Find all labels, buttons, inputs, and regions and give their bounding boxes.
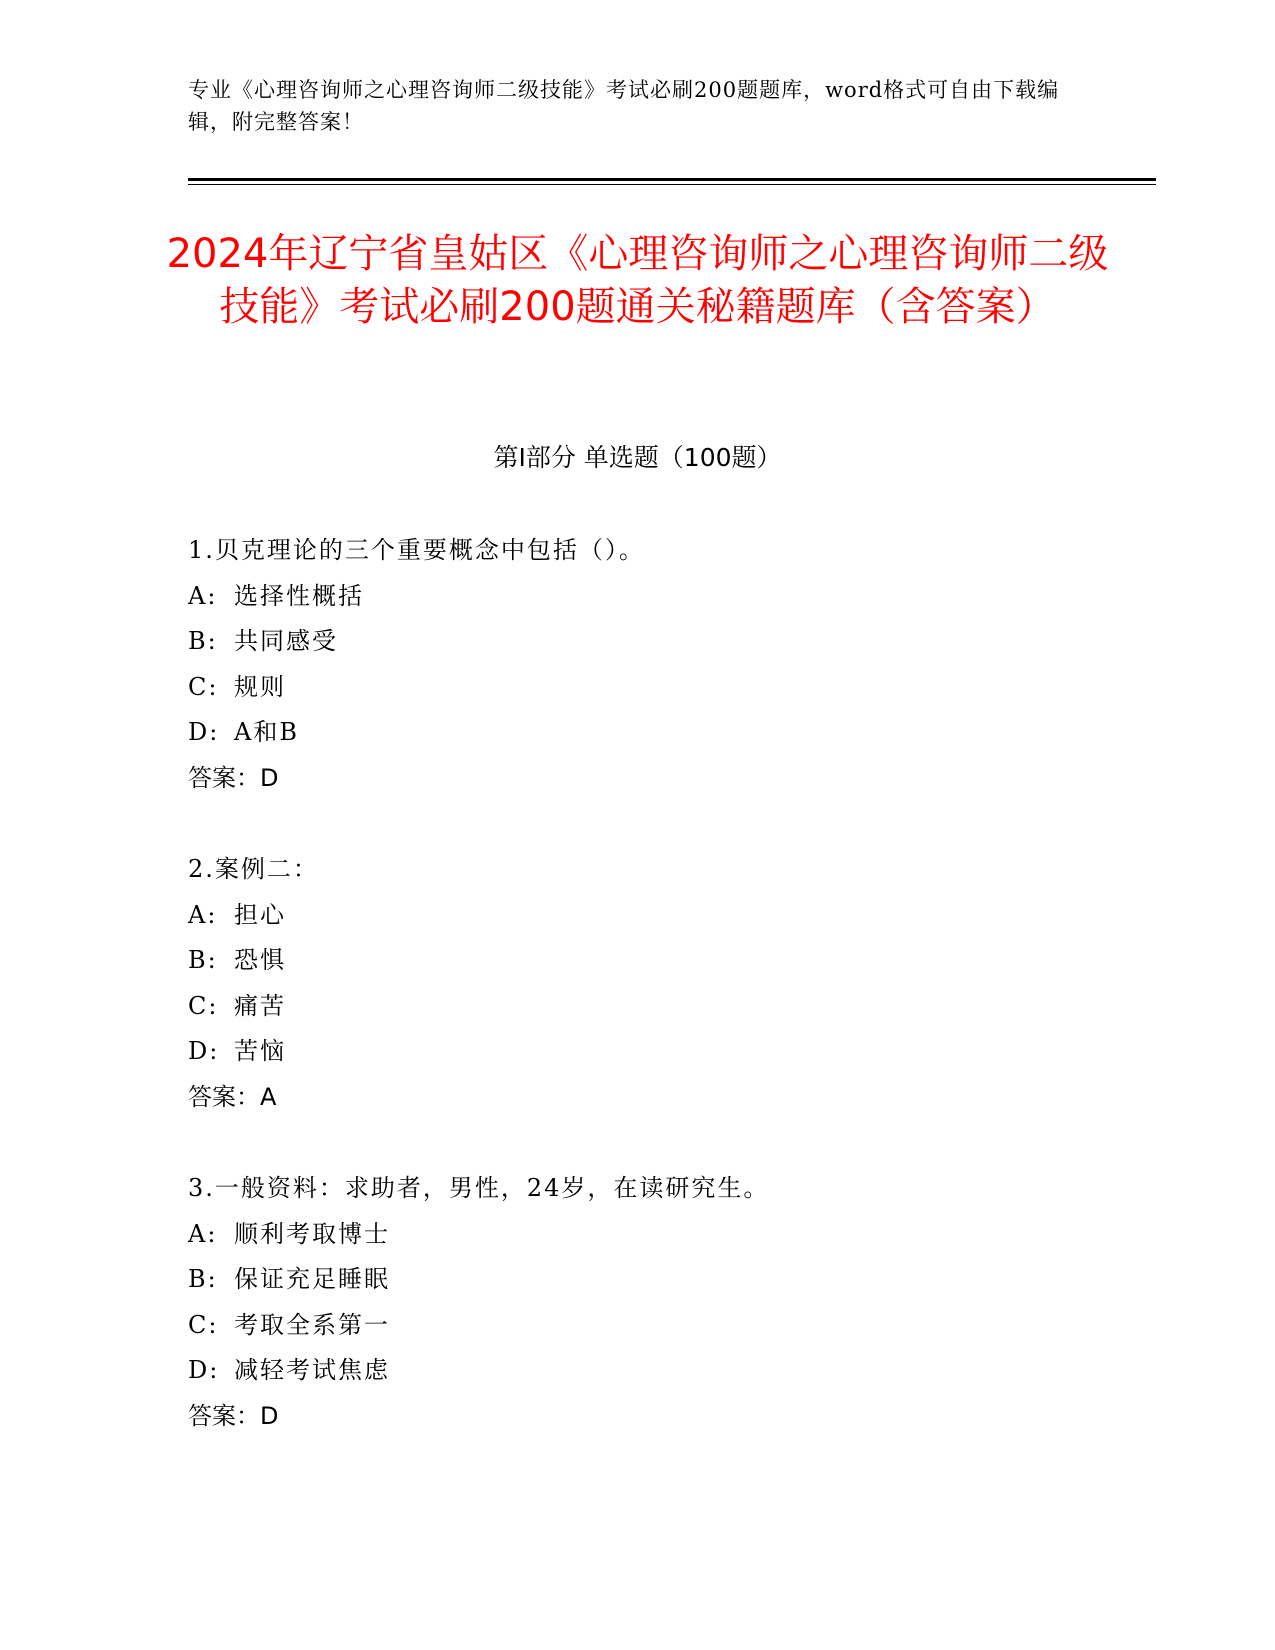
section-heading: 第I部分 单选题（100题） — [493, 443, 782, 472]
option-text: 顺利考取博士 — [234, 1219, 390, 1248]
question-2 — [188, 847, 1148, 1120]
option-b — [188, 619, 1148, 665]
question-3 — [188, 1166, 1148, 1439]
option-text: 保证充足睡眠 — [234, 1265, 390, 1293]
option-key: C: — [188, 1310, 219, 1339]
document-title: 2024年辽宁省皇姑区《心理咨询师之心理咨询师二级技能》考试必刷200题通关秘籍题库（含答案） — [166, 231, 1109, 330]
question-1 — [188, 528, 1148, 801]
option-c — [188, 665, 1148, 711]
option-key: C: — [188, 672, 219, 701]
option-key: B: — [188, 946, 218, 974]
question-stem: 2.案例二： — [188, 855, 319, 883]
option-a — [188, 893, 1148, 939]
answer-line: 答案：D — [188, 1401, 279, 1430]
option-text: 选择性概括 — [234, 581, 364, 610]
question-list — [188, 528, 1148, 1485]
option-a — [188, 574, 1148, 620]
option-text: A和B — [234, 718, 299, 746]
option-c — [188, 1303, 1148, 1349]
option-d — [188, 1348, 1148, 1394]
question-stem: 1.贝克理论的三个重要概念中包括（）。 — [188, 536, 645, 564]
option-text: 规则 — [234, 672, 286, 701]
option-key: A: — [188, 900, 218, 929]
option-text: 恐惧 — [234, 946, 286, 974]
option-key: D: — [188, 1356, 220, 1384]
option-b — [188, 1257, 1148, 1303]
option-text: 共同感受 — [234, 627, 338, 655]
option-key: B: — [188, 1265, 218, 1293]
answer-line: 答案：D — [188, 763, 279, 792]
question-stem: 3.一般资料：求助者，男性，24岁，在读研究生。 — [188, 1174, 770, 1202]
option-key: C: — [188, 991, 219, 1020]
option-d — [188, 710, 1148, 756]
header-rule-thick — [188, 178, 1156, 181]
answer-line: 答案：A — [188, 1082, 277, 1111]
option-d — [188, 1029, 1148, 1075]
option-text: 担心 — [234, 900, 286, 929]
option-c — [188, 984, 1148, 1030]
option-key: D: — [188, 718, 220, 746]
option-key: A: — [188, 1219, 218, 1248]
option-key: A: — [188, 581, 218, 610]
option-key: B: — [188, 627, 218, 655]
option-text: 减轻考试焦虑 — [234, 1356, 390, 1384]
header-note: 专业《心理咨询师之心理咨询师二级技能》考试必刷200题题库，word格式可自由下载编辑，附完整答案！ — [188, 78, 1060, 134]
option-b — [188, 938, 1148, 984]
option-text: 痛苦 — [234, 991, 286, 1020]
option-a — [188, 1212, 1148, 1258]
option-key: D: — [188, 1037, 220, 1065]
header-rule-thin — [188, 184, 1156, 185]
option-text: 苦恼 — [234, 1037, 286, 1065]
option-text: 考取全系第一 — [234, 1310, 390, 1339]
